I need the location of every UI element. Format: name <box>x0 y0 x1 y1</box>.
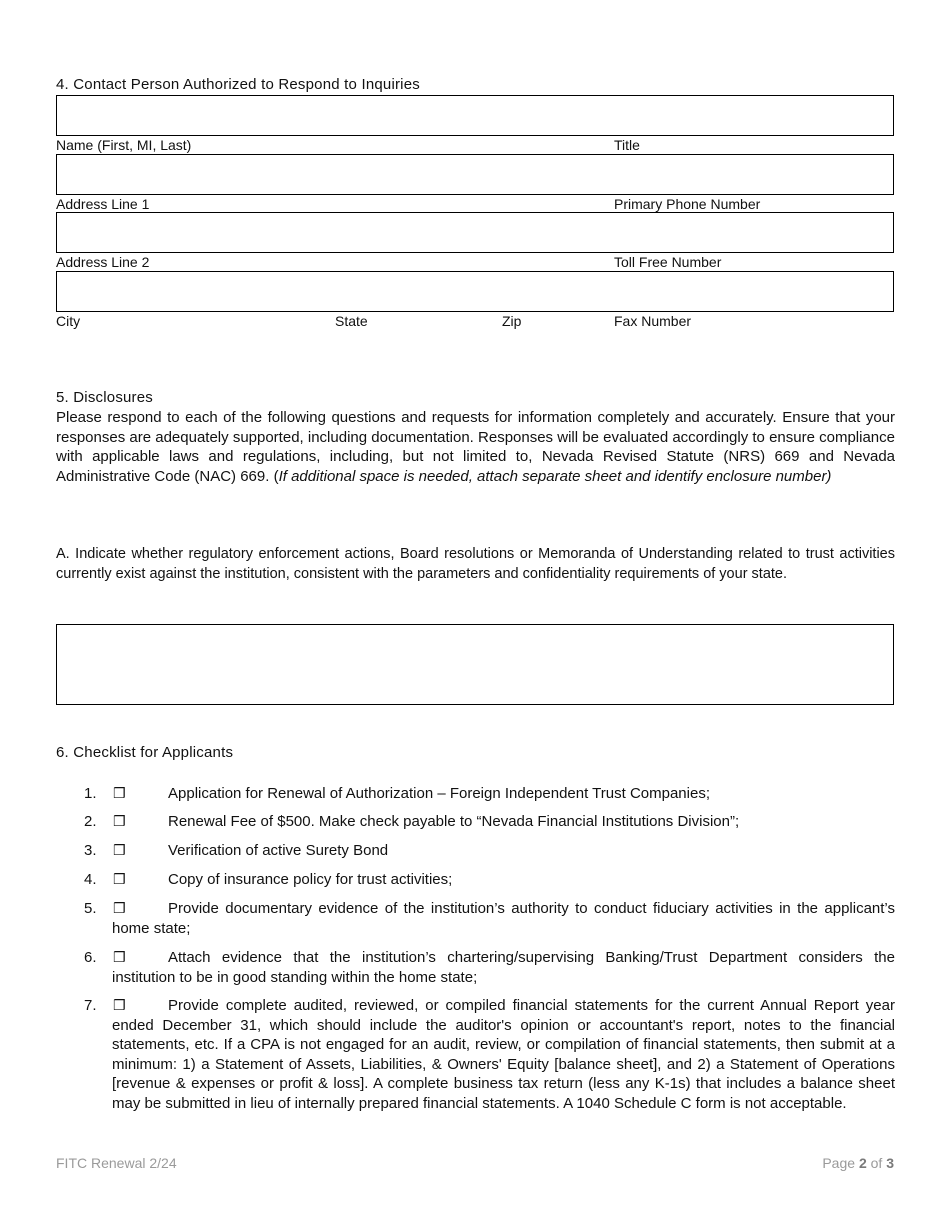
checkbox-icon[interactable]: ❒ <box>113 900 126 916</box>
checkbox-icon[interactable]: ❒ <box>113 997 126 1013</box>
checklist-item-7 <box>56 996 895 1113</box>
checklist-item-2 <box>56 812 895 832</box>
checklist-item-3 <box>56 841 895 861</box>
checklist-item-5 <box>56 899 895 938</box>
checklist-text: Copy of insurance policy for trust activities; <box>168 871 453 888</box>
checklist-item-4 <box>56 870 895 890</box>
checklist-text: Verification of active Surety Bond <box>168 842 389 859</box>
checklist-text: Provide complete audited, reviewed, or compiled financial statements for the current Annual Report year ended December 31, which should include the auditor's opinion or accountant's report, notes to the financial statements, etc. If a CPA is not engaged for an audit, review, or compilation of financial statements, then submit at a minimum: 1) a Statement of Assets, Liabilities, & Owners' Equity [balance sheet], and 2) a Statement of Operations [revenue & expenses or profit & loss]. A complete business tax return (less any K-1s) that includes a balance sheet may be submitted in lieu of internally prepared financial statements. A 1040 Schedule C form is not acceptable. <box>112 997 895 1112</box>
page-of: of <box>870 1155 883 1171</box>
disclosures-intro-text: Please respond to each of the following questions and requests for information completely and accurately. Ensure that your responses are adequately supported, including documentation. Responses will be evaluated accordingly to ensure compliance with applicable laws and regulations, including, but not limited to, Nevada Revised Statute (NRS) 669 and Nevada Administrative Code (NAC) 669. ( <box>56 409 895 485</box>
footer-page-number <box>822 1155 894 1171</box>
checklist-number: 3. <box>84 842 97 859</box>
address-line-2-field[interactable] <box>56 212 894 253</box>
disclosures-intro <box>56 408 895 486</box>
section-4-heading: 4. Contact Person Authorized to Respond to Inquiries <box>56 76 420 93</box>
checklist-text: Attach evidence that the institution’s chartering/supervising Banking/Trust Department considers the institution to be in good standing within the home state; <box>112 949 895 986</box>
checkbox-icon[interactable]: ❒ <box>113 813 126 829</box>
checkbox-icon[interactable]: ❒ <box>113 871 126 887</box>
page-current: 2 <box>858 1155 867 1171</box>
checklist-item-1 <box>56 784 895 804</box>
checklist-text: Renewal Fee of $500. Make check payable to “Nevada Financial Institutions Division”; <box>168 813 740 830</box>
checkbox-icon[interactable]: ❒ <box>113 842 126 858</box>
address-line-1-label: Address Line 1 <box>56 196 150 212</box>
primary-phone-label: Primary Phone Number <box>614 196 761 212</box>
checklist-number: 5. <box>84 900 97 917</box>
fax-label: Fax Number <box>614 313 692 329</box>
section-5-heading: 5. Disclosures <box>56 389 153 406</box>
city-state-zip-field[interactable] <box>56 271 894 312</box>
zip-label: Zip <box>502 313 522 329</box>
checklist-item-6 <box>56 948 895 987</box>
state-label: State <box>335 313 368 329</box>
checkbox-icon[interactable]: ❒ <box>113 785 126 801</box>
checklist-text: Provide documentary evidence of the institution’s authority to conduct fiduciary activities in the applicant’s home state; <box>112 900 895 937</box>
checklist-text: Application for Renewal of Authorization – Foreign Independent Trust Companies; <box>168 785 710 802</box>
checklist-number: 6. <box>84 949 97 966</box>
city-label: City <box>56 313 81 329</box>
checklist-number: 2. <box>84 813 97 830</box>
title-label: Title <box>614 137 640 153</box>
checklist-number: 7. <box>84 997 97 1014</box>
checklist-number: 1. <box>84 785 97 802</box>
address-line-2-label: Address Line 2 <box>56 254 150 270</box>
disclosures-intro-italic: If additional space is needed, attach separate sheet and identify enclosure number) <box>278 467 832 485</box>
question-a: A. Indicate whether regulatory enforcement actions, Board resolutions or Memoranda of Understanding related to trust activities currently exist against the institution, consistent with the parameters and confidentiality requirements of your state. <box>56 546 895 582</box>
checklist-number: 4. <box>84 871 97 888</box>
name-title-field[interactable] <box>56 95 894 136</box>
toll-free-label: Toll Free Number <box>614 254 722 270</box>
checkbox-icon[interactable]: ❒ <box>113 949 126 965</box>
question-a-response-field[interactable] <box>56 624 894 705</box>
page-total: 3 <box>886 1155 894 1171</box>
address-line-1-field[interactable] <box>56 154 894 195</box>
page-word: Page <box>822 1155 856 1171</box>
footer-form-id: FITC Renewal 2/24 <box>56 1155 177 1171</box>
name-label: Name (First, MI, Last) <box>56 137 192 153</box>
section-6-heading: 6. Checklist for Applicants <box>56 744 234 761</box>
